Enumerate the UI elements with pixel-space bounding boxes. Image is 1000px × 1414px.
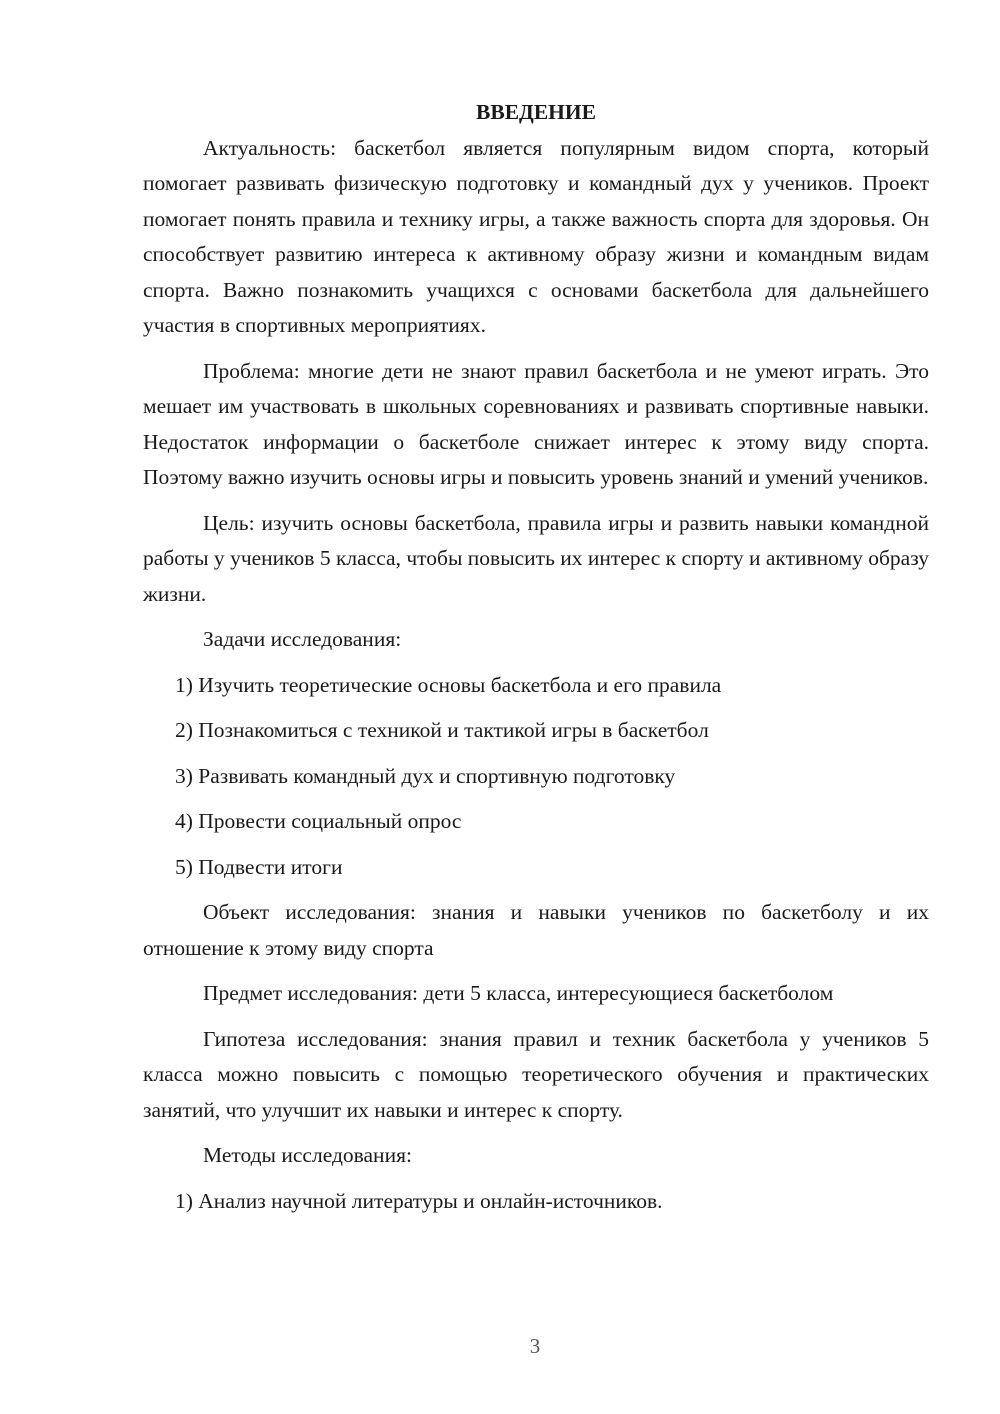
task-item: 2) Познакомиться с техникой и тактикой игры в баскетбол: [175, 718, 709, 742]
section-title: ВВЕДЕНИЕ: [476, 100, 596, 124]
object-paragraph: Объект исследования: знания и навыки учеников по баскетболу и их отношение к этому виду спорта: [143, 900, 929, 960]
methods-heading: Методы исследования:: [203, 1143, 412, 1167]
task-item: 1) Изучить теоретические основы баскетбола и его правила: [175, 672, 722, 697]
method-item: 1) Анализ научной литературы и онлайн-источников.: [175, 1188, 663, 1213]
document-page: [143, 95, 929, 1229]
tasks-heading: Задачи исследования:: [203, 627, 402, 651]
tasks-list: [143, 668, 929, 886]
goal-paragraph: Цель: изучить основы баскетбола, правила игры и развить навыки командной работы у учеников 5 класса, чтобы повысить их интерес к спорту и активному образу жизни.: [143, 510, 929, 606]
page-number: 3: [529, 1334, 541, 1358]
task-item: 3) Развивать командный дух и спортивную подготовку: [175, 763, 676, 788]
problem-paragraph: Проблема: многие дети не знают правил баскетбола и не умеют играть. Это мешает им участвовать в школьных соревнованиях и развивать спортивные навыки. Недостаток информации о баскетболе снижает интерес к этому виду спорта. Поэтому важно изучить основы игры и повысить уровень знаний и умений учеников.: [143, 358, 929, 489]
hypothesis-paragraph: Гипотеза исследования: знания правил и техник баскетбола у учеников 5 класса можно повысить с помощью теоретического обучения и практических занятий, что улучшит их навыки и интерес к спорту.: [143, 1026, 929, 1122]
task-item: 4) Провести социальный опрос: [175, 809, 462, 833]
relevance-paragraph: Актуальность: баскетбол является популярным видом спорта, который помогает развивать физическую подготовку и командный дух у учеников. Проект помогает понять правила и технику игры, а также важность спорта для здоровья. Он способствует развитию интереса к активному образу жизни и командным видам спорта. Важно познакомить учащихся с основами баскетбола для дальнейшего участия в спортивных мероприятиях.: [143, 135, 929, 337]
subject-paragraph: Предмет исследования: дети 5 класса, интересующиеся баскетболом: [203, 981, 834, 1005]
task-item: 5) Подвести итоги: [175, 854, 343, 879]
methods-list: [143, 1184, 929, 1220]
